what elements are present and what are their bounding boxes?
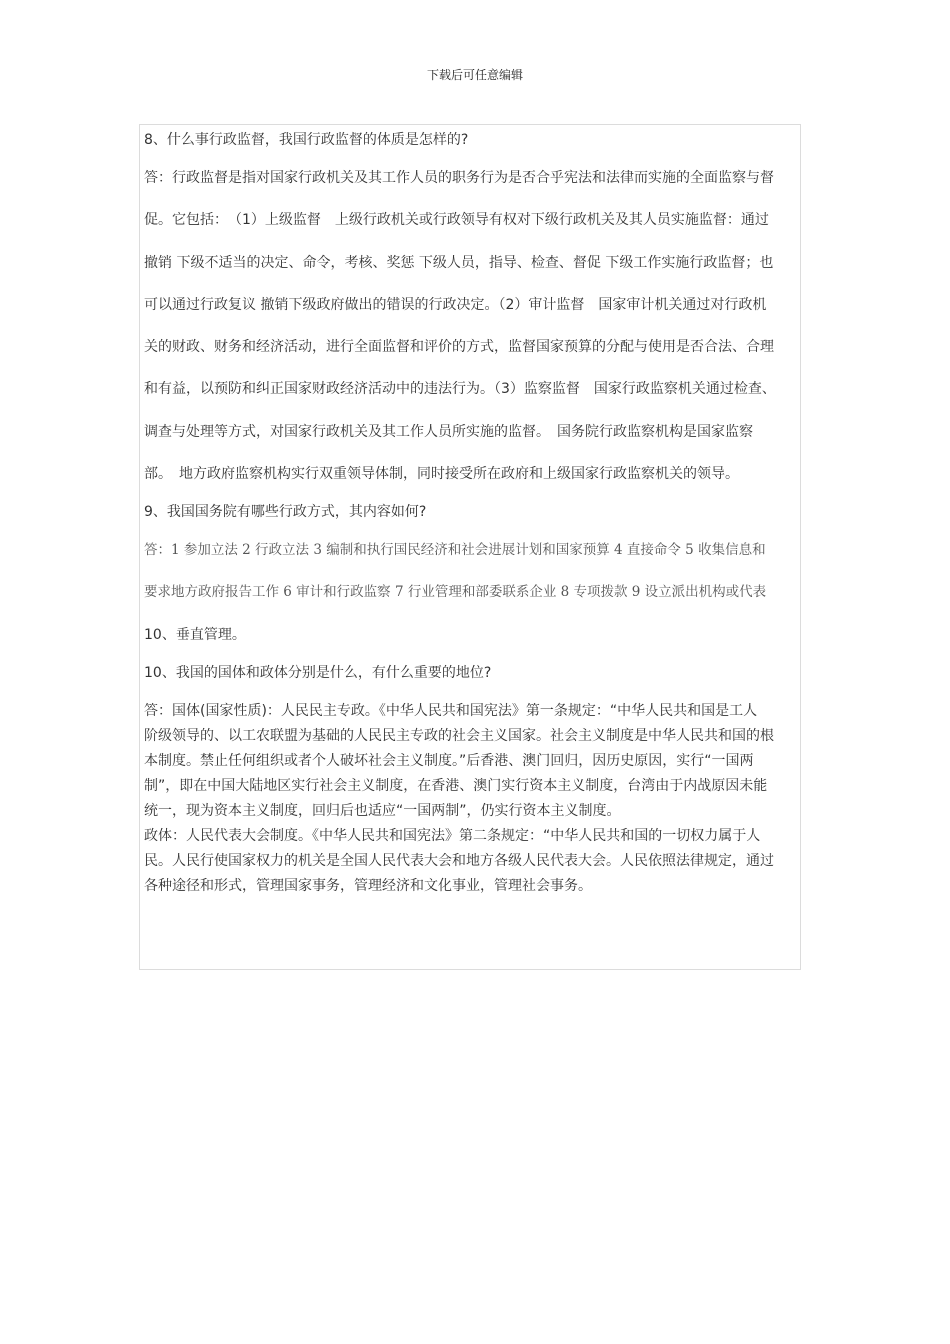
answer-9-line: 10、垂直管理。 [144,627,246,643]
question-9: 9、我国国务院有哪些行政方式，其内容如何? [144,504,427,520]
question-10: 10、我国的国体和政体分别是什么，有什么重要的地位? [144,665,492,681]
answer-8-line: 调查与处理等方式，对国家行政机关及其工作人员所实施的监督。 国务院行政监察机构是国家监察 [144,424,753,440]
answer-9-line: 答：1 参加立法 2 行政立法 3 编制和执行国民经济和社会进展计划和国家预算 4 直接命令 5 收集信息和 [144,542,766,558]
answer-8-line: 关的财政、财务和经济活动，进行全面监督和评价的方式，监督国家预算的分配与使用是否合法、合理 [144,339,774,355]
answer-10-line: 民。人民行使国家权力的机关是全国人民代表大会和地方各级人民代表大会。人民依照法律规定，通过 [144,853,774,869]
answer-10-line: 各种途径和形式，管理国家事务，管理经济和文化事业，管理社会事务。 [144,878,592,894]
question-8: 8、什么事行政监督，我国行政监督的体质是怎样的? [144,132,469,148]
answer-8-line: 撤销 下级不适当的决定、命令，考核、奖惩 下级人员，指导、检查、督促 下级工作实施行政监督；也 [144,255,774,271]
answer-8-line: 促。它包括： （1）上级监督 上级行政机关或行政领导有权对下级行政机关及其人员实施监督：通过 [144,212,769,228]
answer-10-line: 阶级领导的、以工农联盟为基础的人民民主专政的社会主义国家。社会主义制度是中华人民共和国的根 [144,728,774,744]
answer-8-line: 部。 地方政府监察机构实行双重领导体制，同时接受所在政府和上级国家行政监察机关的领导。 [144,466,739,482]
answer-10-line: 制”，即在中国大陆地区实行社会主义制度，在香港、澳门实行资本主义制度，台湾由于内战原因未能 [144,778,768,794]
answer-10-line: 答：国体(国家性质)：人民民主专政。《中华人民共和国宪法》第一条规定：“中华人民共和国是工人 [144,703,758,719]
page-header: 下载后可任意编辑 [426,68,523,82]
answer-10-line: 政体：人民代表大会制度。《中华人民共和国宪法》第二条规定：“中华人民共和国的一切权力属于人 [144,828,761,844]
answer-8-line: 可以通过行政复议 撤销下级政府做出的错误的行政决定。（2）审计监督 国家审计机关通过对行政机 [144,297,767,313]
answer-8-line: 和有益，以预防和纠正国家财政经济活动中的违法行为。（3）监察监督 国家行政监察机关通过检查、 [144,381,776,397]
answer-10-line: 统一，现为资本主义制度，回归后也适应“一国两制”，仍实行资本主义制度。 [144,803,621,819]
answer-8-line: 答：行政监督是指对国家行政机关及其工作人员的职务行为是否合乎宪法和法律而实施的全面监察与督 [144,170,774,186]
answer-10-line: 本制度。禁止任何组织或者个人破坏社会主义制度。”后香港、澳门回归，因历史原因，实行“一国两 [144,753,754,769]
answer-9-line: 要求地方政府报告工作 6 审计和行政监察 7 行业管理和部委联系企业 8 专项拨款 9 设立派出机构或代表 [144,584,767,600]
answer-10-block [144,699,798,899]
